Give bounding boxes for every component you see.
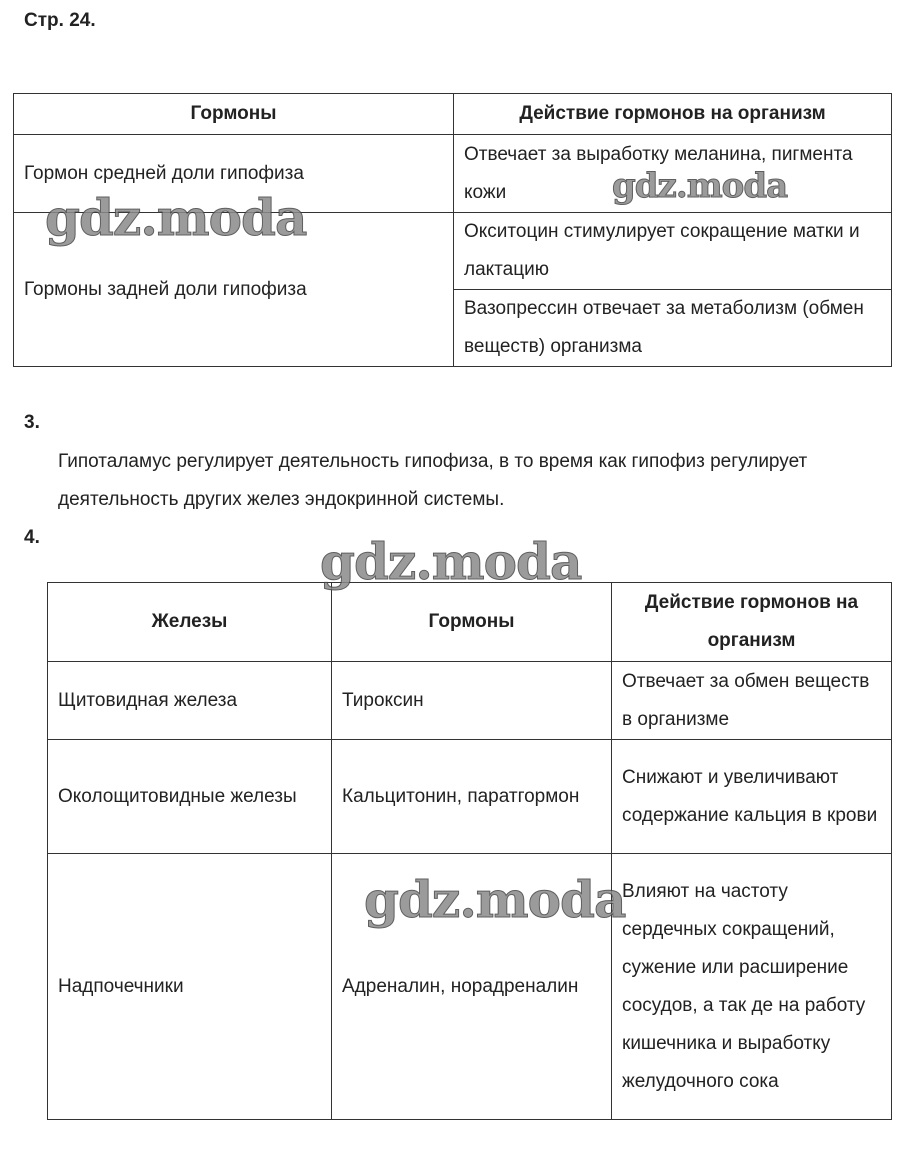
table1-header-action: Действие гормонов на организм	[454, 94, 892, 135]
table2-action-cell: Влияют на частоту сердечных сокращений, сужение или расширение сосудов, а так де на работу кишечника и выработку желудочного сока	[612, 854, 892, 1120]
watermark-logo: gdz.moda	[364, 870, 626, 929]
table2-hormone-cell: Кальцитонин, паратгормон	[332, 740, 612, 854]
section4-number: 4.	[24, 527, 40, 548]
table2-hormone-cell: Адреналин, норадреналин	[332, 854, 612, 1120]
section3-text: Гипоталамус регулирует деятельность гипофиза, в то время как гипофиз регулирует деятельность других желез эндокринной системы.	[58, 451, 808, 510]
section3-number: 3.	[24, 412, 40, 433]
table2-action-cell: Снижают и увеличивают содержание кальция в крови	[612, 740, 892, 854]
table2-header-action: Действие гормонов на организм	[612, 583, 892, 662]
page-label: Стр. 24.	[24, 10, 96, 31]
watermark-logo: gdz.moda	[320, 532, 582, 591]
table2-hormone-cell: Тироксин	[332, 662, 612, 740]
table2-header-glands: Железы	[48, 583, 332, 662]
table1-hormone-cell: Гормон средней доли гипофиза	[14, 135, 454, 213]
watermark-logo: gdz.moda	[612, 166, 788, 206]
table1-action-cell: Вазопрессин отвечает за метаболизм (обмен веществ) организма	[454, 290, 892, 367]
table2-action-cell: Отвечает за обмен веществ в организме	[612, 662, 892, 740]
table1-action-cell: Окситоцин стимулирует сокращение матки и лактацию	[454, 213, 892, 290]
table2-gland-cell: Щитовидная железа	[48, 662, 332, 740]
table1-header-hormones: Гормоны	[14, 94, 454, 135]
table1-action-cell: Отвечает за выработку меланина, пигмента кожи	[454, 135, 892, 213]
pituitary-hormones-table	[13, 93, 892, 367]
table2-gland-cell: Околощитовидные железы	[48, 740, 332, 854]
table2-header-hormones: Гормоны	[332, 583, 612, 662]
watermark-logo: gdz.moda	[45, 188, 307, 247]
glands-hormones-table	[47, 582, 892, 1120]
table1-hormone-cell: Гормоны задней доли гипофиза	[14, 213, 454, 367]
table2-gland-cell: Надпочечники	[48, 854, 332, 1120]
